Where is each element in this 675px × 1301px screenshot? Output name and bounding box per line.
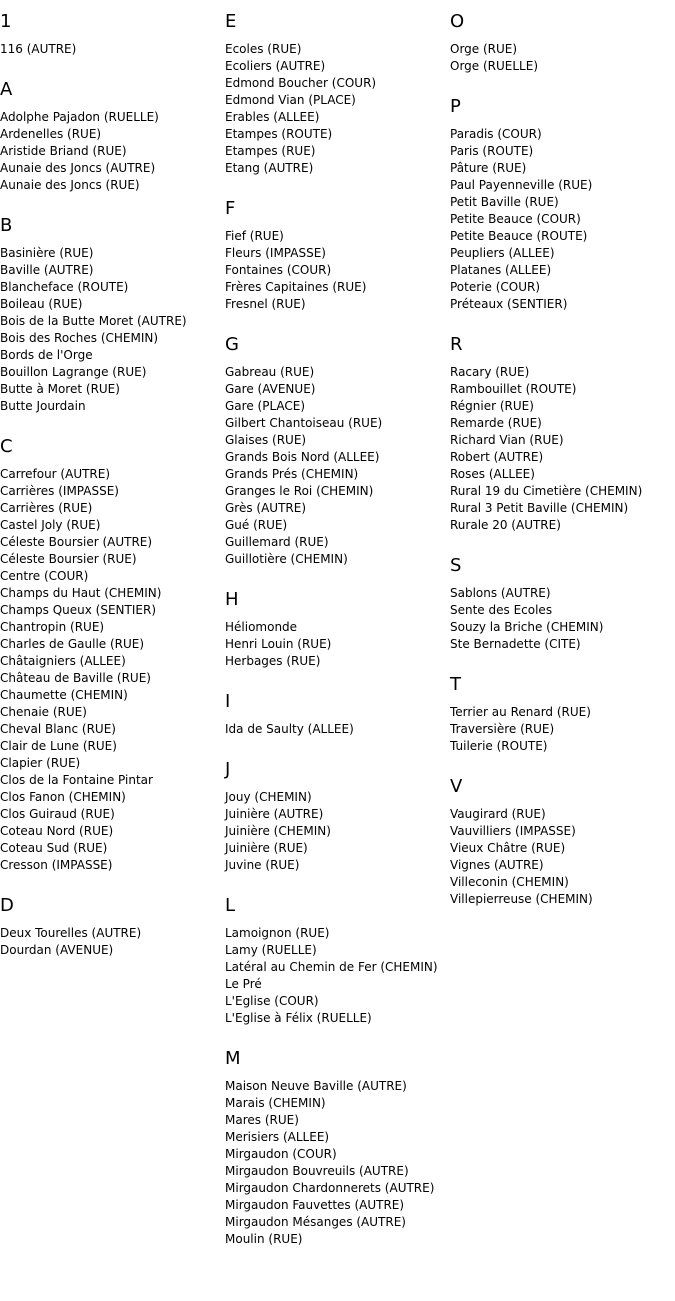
street-list <box>0 925 225 959</box>
street-item: Clapier (RUE) <box>0 756 81 770</box>
street-item: Héliomonde <box>225 620 298 634</box>
street-item: Sente des Ecoles <box>450 603 553 617</box>
street-list <box>0 41 225 58</box>
street-item: Butte Jourdain <box>0 399 86 413</box>
section-spacer <box>0 874 225 884</box>
street-list <box>450 126 675 313</box>
index-section-1 <box>0 0 225 68</box>
street-item: Fresnel (RUE) <box>225 297 306 311</box>
section-spacer <box>0 58 225 68</box>
street-list <box>450 704 675 755</box>
street-item: Grands Bois Nord (ALLEE) <box>225 450 380 464</box>
street-item: Latéral au Chemin de Fer (CHEMIN) <box>225 960 438 974</box>
street-item: Poterie (COUR) <box>450 280 541 294</box>
index-section-v <box>450 765 675 918</box>
street-item: Aunaie des Joncs (AUTRE) <box>0 161 156 175</box>
index-section-h <box>225 578 450 680</box>
section-spacer <box>450 75 675 85</box>
index-section-c <box>0 425 225 884</box>
street-item: Roses (ALLEE) <box>450 467 535 481</box>
street-item: Préteaux (SENTIER) <box>450 297 568 311</box>
street-item: Moulin (RUE) <box>225 1232 303 1246</box>
street-item: Maison Neuve Baville (AUTRE) <box>225 1079 407 1093</box>
index-section-o <box>450 0 675 85</box>
street-item: Etang (AUTRE) <box>225 161 314 175</box>
street-item: Mirgaudon Fauvettes (AUTRE) <box>225 1198 405 1212</box>
section-letter-heading: 1 <box>0 11 12 32</box>
street-list <box>0 109 225 194</box>
street-item: Guillotière (CHEMIN) <box>225 552 348 566</box>
section-letter-heading: L <box>225 895 236 916</box>
street-item: Clos Fanon (CHEMIN) <box>0 790 126 804</box>
street-item: Coteau Sud (RUE) <box>0 841 108 855</box>
index-section-i <box>225 680 450 748</box>
street-list <box>225 789 450 874</box>
street-item: Grès (AUTRE) <box>225 501 307 515</box>
street-item: Régnier (RUE) <box>450 399 534 413</box>
section-letter-heading: F <box>225 198 236 219</box>
street-item: Centre (COUR) <box>0 569 89 583</box>
street-item: Paris (ROUTE) <box>450 144 534 158</box>
street-list <box>225 364 450 568</box>
street-item: Remarde (RUE) <box>450 416 542 430</box>
street-item: Baville (AUTRE) <box>0 263 94 277</box>
street-item: Villepierreuse (CHEMIN) <box>450 892 593 906</box>
street-item: Céleste Boursier (RUE) <box>0 552 137 566</box>
street-item: Villeconin (CHEMIN) <box>450 875 569 889</box>
section-letter-heading: V <box>450 776 463 797</box>
street-item: Souzy la Briche (CHEMIN) <box>450 620 604 634</box>
street-item: Fleurs (IMPASSE) <box>225 246 326 260</box>
street-item: Ardenelles (RUE) <box>0 127 102 141</box>
street-item: Charles de Gaulle (RUE) <box>0 637 145 651</box>
street-item: L'Eglise (COUR) <box>225 994 319 1008</box>
section-letter-heading: J <box>225 759 231 780</box>
street-item: Mirgaudon Bouvreuils (AUTRE) <box>225 1164 409 1178</box>
street-item: Bouillon Lagrange (RUE) <box>0 365 147 379</box>
street-item: Boileau (RUE) <box>0 297 83 311</box>
street-item: Bois de la Butte Moret (AUTRE) <box>0 314 187 328</box>
street-item: Champs Queux (SENTIER) <box>0 603 156 617</box>
street-item: Aunaie des Joncs (RUE) <box>0 178 140 192</box>
street-item: Fontaines (COUR) <box>225 263 332 277</box>
street-list <box>450 585 675 653</box>
street-item: Pâture (RUE) <box>450 161 527 175</box>
street-item: Gare (AVENUE) <box>225 382 316 396</box>
street-item: 116 (AUTRE) <box>0 42 77 56</box>
street-item: Paradis (COUR) <box>450 127 542 141</box>
street-item: Edmond Boucher (COUR) <box>225 76 377 90</box>
street-item: Traversière (RUE) <box>450 722 555 736</box>
street-item: Petit Baville (RUE) <box>450 195 559 209</box>
index-section-b <box>0 204 225 425</box>
index-section-d <box>0 884 225 969</box>
street-item: Mirgaudon (COUR) <box>225 1147 337 1161</box>
street-item: Racary (RUE) <box>450 365 530 379</box>
street-item: Bords de l'Orge <box>0 348 93 362</box>
section-spacer <box>225 313 450 323</box>
street-list <box>225 228 450 313</box>
street-item: Vaugirard (RUE) <box>450 807 546 821</box>
street-item: Ida de Saulty (ALLEE) <box>225 722 354 736</box>
street-list <box>225 41 450 177</box>
index-section-l <box>225 884 450 1037</box>
street-item: Orge (RUELLE) <box>450 59 539 73</box>
section-spacer <box>450 653 675 663</box>
street-item: Orge (RUE) <box>450 42 518 56</box>
index-section-f <box>225 187 450 323</box>
street-item: Coteau Nord (RUE) <box>0 824 114 838</box>
street-item: Etampes (RUE) <box>225 144 316 158</box>
street-item: Granges le Roi (CHEMIN) <box>225 484 374 498</box>
street-item: Ecoliers (AUTRE) <box>225 59 326 73</box>
street-item: Aristide Briand (RUE) <box>0 144 127 158</box>
street-item: Blancheface (ROUTE) <box>0 280 129 294</box>
street-item: Juinière (RUE) <box>225 841 308 855</box>
street-item: Céleste Boursier (AUTRE) <box>0 535 153 549</box>
street-item: Clair de Lune (RUE) <box>0 739 117 753</box>
street-item: Butte à Moret (RUE) <box>0 382 120 396</box>
street-item: Cheval Blanc (RUE) <box>0 722 116 736</box>
index-section-g <box>225 323 450 578</box>
street-item: Richard Vian (RUE) <box>450 433 564 447</box>
street-item: Peupliers (ALLEE) <box>450 246 555 260</box>
street-item: Carrefour (AUTRE) <box>0 467 111 481</box>
section-letter-heading: P <box>450 96 461 117</box>
street-item: Chantropin (RUE) <box>0 620 105 634</box>
section-letter-heading: I <box>225 691 231 712</box>
index-section-t <box>450 663 675 765</box>
street-item: Ste Bernadette (CITE) <box>450 637 581 651</box>
section-letter-heading: B <box>0 215 13 236</box>
street-item: Castel Joly (RUE) <box>0 518 101 532</box>
index-column-1 <box>0 0 225 969</box>
section-letter-heading: D <box>0 895 14 916</box>
street-item: Mirgaudon Chardonnerets (AUTRE) <box>225 1181 435 1195</box>
street-item: Herbages (RUE) <box>225 654 321 668</box>
street-item: Ecoles (RUE) <box>225 42 302 56</box>
street-list <box>450 364 675 534</box>
section-letter-heading: O <box>450 11 465 32</box>
street-list <box>225 925 450 1027</box>
street-item: Jouy (CHEMIN) <box>225 790 312 804</box>
section-letter-heading: T <box>450 674 461 695</box>
street-item: Terrier au Renard (RUE) <box>450 705 591 719</box>
index-section-e <box>225 0 450 187</box>
street-list <box>225 1078 450 1248</box>
index-column-2 <box>225 0 450 1258</box>
section-spacer <box>225 1027 450 1037</box>
section-letter-heading: S <box>450 555 462 576</box>
section-spacer <box>450 755 675 765</box>
street-item: Edmond Vian (PLACE) <box>225 93 356 107</box>
street-item: Vignes (AUTRE) <box>450 858 544 872</box>
street-item: Merisiers (ALLEE) <box>225 1130 330 1144</box>
street-item: Clos de la Fontaine Pintar <box>0 773 153 787</box>
street-item: Mirgaudon Mésanges (AUTRE) <box>225 1215 406 1229</box>
street-list <box>450 41 675 75</box>
section-spacer <box>225 874 450 884</box>
section-spacer <box>0 959 225 969</box>
street-list <box>0 466 225 874</box>
street-list <box>225 721 450 738</box>
street-item: Gare (PLACE) <box>225 399 306 413</box>
section-letter-heading: A <box>0 79 13 100</box>
street-item: Champs du Haut (CHEMIN) <box>0 586 162 600</box>
street-item: Petite Beauce (ROUTE) <box>450 229 588 243</box>
section-letter-heading: M <box>225 1048 241 1069</box>
street-item: Frères Capitaines (RUE) <box>225 280 367 294</box>
section-spacer <box>225 177 450 187</box>
street-item: Juvine (RUE) <box>225 858 300 872</box>
street-item: Robert (AUTRE) <box>450 450 544 464</box>
index-section-j <box>225 748 450 884</box>
section-letter-heading: R <box>450 334 463 355</box>
street-list <box>225 619 450 670</box>
section-spacer <box>0 415 225 425</box>
street-item: Juinière (AUTRE) <box>225 807 324 821</box>
street-item: Marais (CHEMIN) <box>225 1096 326 1110</box>
index-column-3 <box>450 0 675 918</box>
street-item: Cresson (IMPASSE) <box>0 858 113 872</box>
section-spacer <box>0 194 225 204</box>
street-item: Henri Louin (RUE) <box>225 637 332 651</box>
street-item: Glaises (RUE) <box>225 433 307 447</box>
street-item: Clos Guiraud (RUE) <box>0 807 115 821</box>
street-item: Rural 19 du Cimetière (CHEMIN) <box>450 484 643 498</box>
street-item: Bois des Roches (CHEMIN) <box>0 331 159 345</box>
street-item: Basinière (RUE) <box>0 246 94 260</box>
index-section-s <box>450 544 675 663</box>
section-spacer <box>450 908 675 918</box>
street-list <box>0 245 225 415</box>
street-item: Lamoignon (RUE) <box>225 926 330 940</box>
street-item: Rurale 20 (AUTRE) <box>450 518 561 532</box>
section-letter-heading: E <box>225 11 237 32</box>
index-section-m <box>225 1037 450 1258</box>
street-item: Sablons (AUTRE) <box>450 586 551 600</box>
street-item: Paul Payenneville (RUE) <box>450 178 593 192</box>
street-item: Adolphe Pajadon (RUELLE) <box>0 110 159 124</box>
index-section-p <box>450 85 675 323</box>
street-item: Tuilerie (ROUTE) <box>450 739 548 753</box>
street-item: Gabreau (RUE) <box>225 365 315 379</box>
street-item: Rural 3 Petit Baville (CHEMIN) <box>450 501 629 515</box>
street-item: Grands Prés (CHEMIN) <box>225 467 359 481</box>
index-section-r <box>450 323 675 544</box>
street-item: Vauvilliers (IMPASSE) <box>450 824 576 838</box>
street-item: Platanes (ALLEE) <box>450 263 552 277</box>
section-spacer <box>450 313 675 323</box>
section-spacer <box>225 670 450 680</box>
street-item: Dourdan (AVENUE) <box>0 943 114 957</box>
section-spacer <box>225 738 450 748</box>
street-item: L'Eglise à Félix (RUELLE) <box>225 1011 372 1025</box>
index-section-a <box>0 68 225 204</box>
street-item: Chenaie (RUE) <box>0 705 87 719</box>
street-item: Erables (ALLEE) <box>225 110 320 124</box>
street-item: Mares (RUE) <box>225 1113 299 1127</box>
street-item: Chaumette (CHEMIN) <box>0 688 128 702</box>
street-item: Carrières (RUE) <box>0 501 93 515</box>
street-item: Le Pré <box>225 977 262 991</box>
street-item: Châtaigniers (ALLEE) <box>0 654 126 668</box>
section-letter-heading: H <box>225 589 239 610</box>
street-item: Château de Baville (RUE) <box>0 671 151 685</box>
section-spacer <box>450 534 675 544</box>
street-item: Petite Beauce (COUR) <box>450 212 581 226</box>
street-item: Fief (RUE) <box>225 229 284 243</box>
street-item: Rambouillet (ROUTE) <box>450 382 577 396</box>
street-item: Deux Tourelles (AUTRE) <box>0 926 142 940</box>
street-item: Juinière (CHEMIN) <box>225 824 331 838</box>
street-list <box>450 806 675 908</box>
street-item: Gué (RUE) <box>225 518 288 532</box>
street-item: Gilbert Chantoiseau (RUE) <box>225 416 383 430</box>
street-item: Guillemard (RUE) <box>225 535 329 549</box>
section-letter-heading: C <box>0 436 13 457</box>
street-item: Lamy (RUELLE) <box>225 943 317 957</box>
section-spacer <box>225 568 450 578</box>
section-letter-heading: G <box>225 334 239 355</box>
section-spacer <box>225 1248 450 1258</box>
street-item: Etampes (ROUTE) <box>225 127 333 141</box>
street-item: Carrières (IMPASSE) <box>0 484 119 498</box>
street-item: Vieux Châtre (RUE) <box>450 841 566 855</box>
